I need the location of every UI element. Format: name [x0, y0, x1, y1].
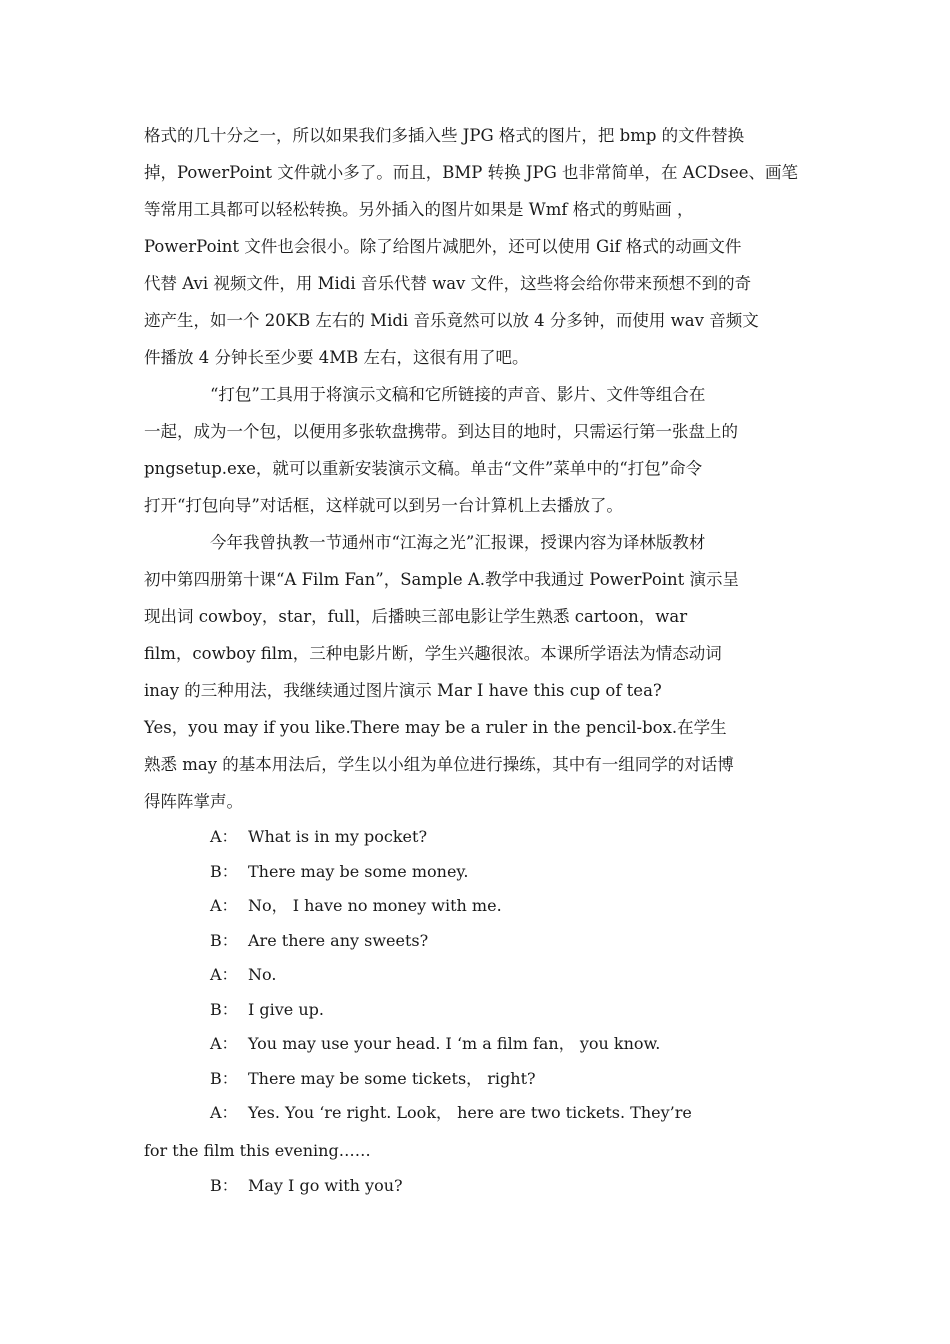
paragraph-line: inay 的三种用法，我继续通过图片演示 Mar I have this cup of tea?: [144, 681, 662, 700]
speaker-label: B：: [210, 861, 238, 881]
speaker-label: B：: [210, 1068, 238, 1088]
dialogue-text: No， I have no money with me.: [248, 896, 502, 915]
speaker-label: B：: [210, 999, 238, 1019]
dialogue-text: You may use your head. I ‘m a film fan， you know.: [248, 1034, 661, 1053]
dialogue-text: May I go with you?: [248, 1176, 403, 1195]
speaker-label: A：: [210, 827, 238, 846]
paragraph-line: 初中第四册第十课“A Film Fan”，Sample A.教学中我通过 PowerPoint 演示呈: [144, 570, 740, 589]
dialogue-text: Yes. You ‘re right. Look， here are two tickets. They’re: [248, 1103, 692, 1122]
dialogue-line: [210, 889, 810, 924]
speaker-label: A：: [210, 896, 238, 915]
dialogue-line: [210, 993, 810, 1028]
paragraph-line: Yes，you may if you like.There may be a ruler in the pencil-box.在学生: [144, 718, 727, 737]
paragraph-2: [144, 376, 812, 524]
speaker-label: B：: [210, 930, 238, 950]
dialogue-line: [210, 1027, 810, 1062]
paragraph-line: “打包”工具用于将演示文稿和它所链接的声音、影片、文件等组合在: [210, 385, 706, 404]
paragraph-line: 得阵阵掌声。: [144, 792, 243, 811]
dialogue: [210, 820, 810, 1131]
paragraph-line: 迹产生，如一个 20KB 左右的 Midi 音乐竟然可以放 4 分多钟，而使用 wav 音频文: [144, 311, 759, 330]
paragraph-line: PowerPoint 文件也会很小。除了给图片减肥外，还可以使用 Gif 格式的动画文件: [144, 237, 742, 256]
paragraph-line: 熟悉 may 的基本用法后，学生以小组为单位进行操练，其中有一组同学的对话博: [144, 755, 734, 774]
speaker-label: A：: [210, 1103, 238, 1122]
dialogue-line: [210, 958, 810, 993]
paragraph-line: 打开“打包向导”对话框，这样就可以到另一台计算机上去播放了。: [144, 496, 623, 515]
dialogue-text: What is in my pocket?: [248, 827, 428, 846]
paragraph-line: 现出词 cowboy，star，full，后播映三部电影让学生熟悉 cartoon，war: [144, 607, 688, 626]
paragraph-line: 代替 Avi 视频文件，用 Midi 音乐代替 wav 文件，这些将会给你带来预想不到的奇: [144, 274, 752, 293]
paragraph-line: 掉，PowerPoint 文件就小多了。而且，BMP 转换 JPG 也非常简单，在 ACDsee、画笔: [144, 163, 799, 182]
speaker-label: A：: [210, 1034, 238, 1053]
paragraph-line: pngsetup.exe，就可以重新安装演示文稿。单击“文件”菜单中的“打包”命令: [144, 459, 703, 478]
paragraph-line: 格式的几十分之一，所以如果我们多插入些 JPG 格式的图片，把 bmp 的文件替换: [144, 126, 745, 145]
dialogue-line: [210, 1169, 810, 1204]
dialogue-line: [210, 1096, 810, 1131]
dialogue-line: [210, 820, 810, 855]
speaker-label: A：: [210, 965, 238, 984]
dialogue-text: Are there any sweets?: [248, 930, 429, 950]
dialogue-text: No.: [248, 965, 277, 984]
dialogue-line: [210, 924, 810, 959]
paragraph-3: [144, 524, 812, 820]
dialogue-last: [210, 1169, 810, 1204]
paragraph-line: 件播放 4 分钟长至少要 4MB 左右，这很有用了吧。: [144, 348, 529, 367]
dialogue-continuation: for the film this evening……: [144, 1141, 371, 1160]
paragraph-line: 等常用工具都可以轻松转换。另外插入的图片如果是 Wmf 格式的剪贴画 ，: [144, 200, 694, 219]
dialogue-text: I give up.: [248, 999, 324, 1019]
paragraph-line: 今年我曾执教一节通州市“江海之光”汇报课，授课内容为译林版教材: [210, 533, 706, 552]
dialogue-text: There may be some tickets， right?: [248, 1068, 536, 1088]
dialogue-text: There may be some money.: [248, 861, 469, 881]
dialogue-line: [210, 1062, 810, 1097]
dialogue-line: [210, 855, 810, 890]
paragraph-line: film，cowboy film，三种电影片断，学生兴趣很浓。本课所学语法为情态动词: [144, 644, 722, 663]
speaker-label: B：: [210, 1176, 238, 1195]
paragraph-line: 一起，成为一个包，以便用多张软盘携带。到达目的地时，只需运行第一张盘上的: [144, 422, 738, 441]
paragraph-1: [144, 117, 812, 376]
